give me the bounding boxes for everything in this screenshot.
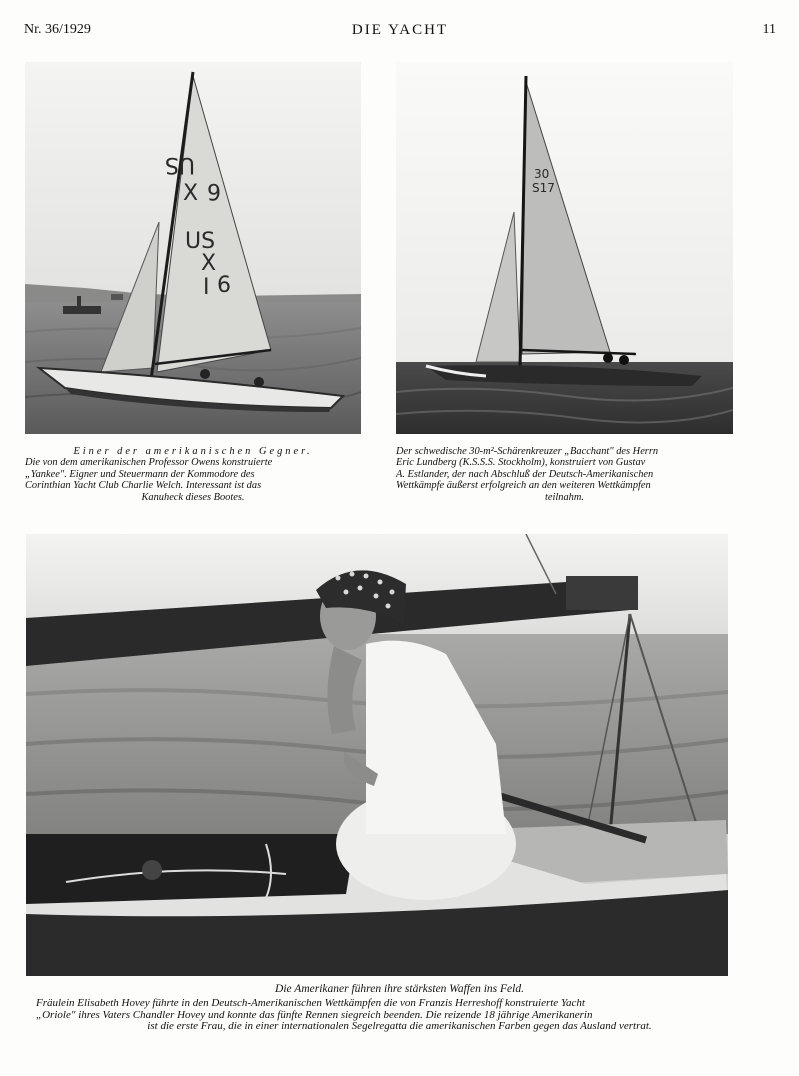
sail-mark-us-2: US [185, 229, 216, 254]
sail-mark-30: 30 [534, 167, 550, 181]
sail-mark-6-2: 6 [217, 273, 231, 298]
caption-bacchant [396, 446, 733, 503]
caption-yankee-line: Corinthian Yacht Club Charlie Welch. Interessant ist das [25, 480, 262, 492]
sail-mark-6: 6 [207, 178, 221, 203]
issue-number: Nr. 36/1929 [24, 22, 91, 37]
caption-hovey-heading: Die Amerikaner führen ihre stärksten Waffen ins Feld. [275, 983, 524, 995]
caption-bacchant-line: Wettkämpfe äußerst erfolgreich an den weiteren Wettkämpfen [396, 480, 651, 492]
photo-yankee [25, 62, 361, 434]
sail-mark-us: US [164, 152, 195, 177]
caption-hovey-line: Fräulein Elisabeth Hovey führte in den Deutsch-Amerikanischen Wettkämpfen die von Franzis Herreshoff konstruierte Yacht [36, 996, 585, 1009]
caption-yankee-line: Kanuheck dieses Bootes. [141, 491, 245, 503]
caption-hovey-line: „Oriole" ihres Vaters Chandler Hovey und konnte das fünfte Rennen siegreich beenden. Die reizende 18 jährige Amerikanerin [36, 1008, 593, 1021]
sail-mark-x: X [183, 181, 199, 206]
caption-yankee-line: „Yankee". Eigner und Steuermann der Kommodore des [25, 468, 255, 480]
page-header [24, 20, 776, 44]
page-number: 11 [762, 22, 776, 37]
caption-yankee [25, 446, 361, 503]
photo-hovey [26, 534, 728, 976]
sail-mark-x-2: X [201, 251, 217, 276]
photo-bacchant [396, 62, 733, 434]
sail-mark-s17: S17 [532, 181, 555, 195]
sail-mark-1: I [203, 275, 210, 300]
magazine-title: DIE YACHT [351, 22, 449, 38]
caption-bacchant-line: Eric Lundberg (K.S.S.S. Stockholm), konstruiert von Gustav [396, 457, 646, 469]
caption-bacchant-line: teilnahm. [545, 491, 584, 503]
caption-hovey-line: ist die erste Frau, die in einer internationalen Segelregatta die amerikanischen Farben gegen das Ausland vertrat. [147, 1020, 652, 1033]
caption-bacchant-line: Der schwedische 30-m²-Schärenkreuzer „Bacchant" des Herrn [396, 446, 659, 457]
caption-yankee-heading: Einer der amerikanischen Gegner. [73, 446, 313, 457]
caption-hovey [36, 984, 763, 1033]
caption-yankee-line: Die von dem amerikanischen Professor Owens konstruierte [25, 457, 273, 469]
caption-bacchant-line: A. Estlander, der nach Abschluß der Deutsch-Amerikanischen [396, 468, 654, 480]
